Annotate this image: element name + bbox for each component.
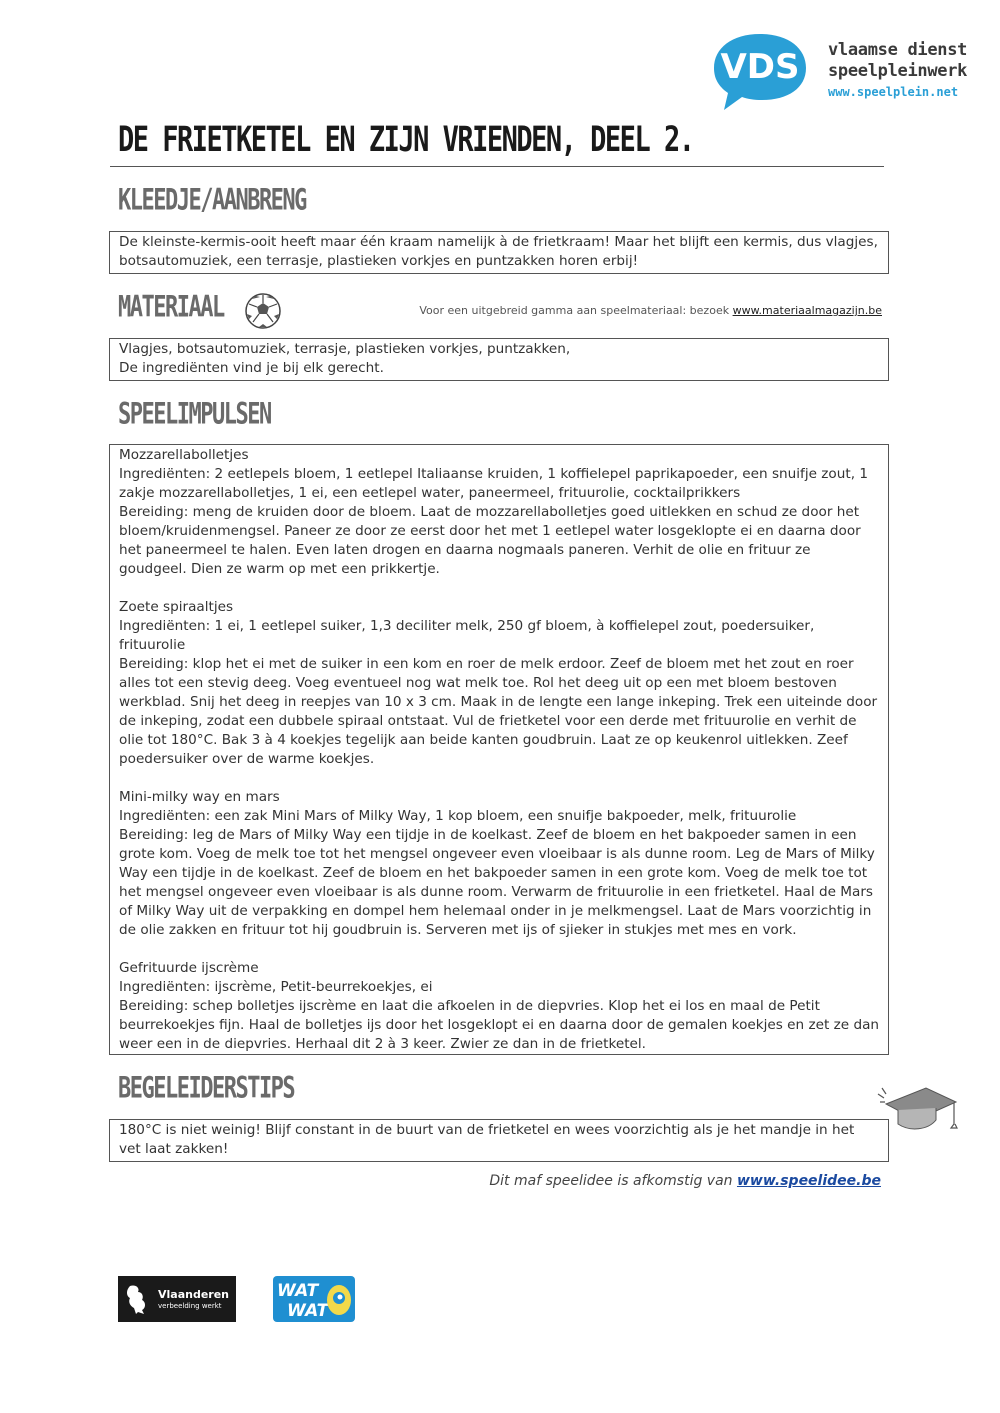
vlaanderen-logo	[118, 1276, 236, 1322]
recipe-name: Mozzarellabolletjes	[119, 447, 249, 463]
recipe-ingredients: Ingrediënten: 2 eetlepels bloem, 1 eetlepel Italiaanse kruiden, 1 koffielepel paprikapoeder, een snuifje zout, 1 zakje mozzarellabolletjes, 1 ei, een eetlepel water, paneermeel, frituurolie, cocktailprikkers	[119, 466, 868, 501]
recipe-preparation: Bereiding: klop het ei met de suiker in een kom en roer de melk erdoor. Zeef de bloem met het zout en roer alles tot een stevig deeg. Voeg eventueel nog wat melk toe. Rol het deeg uit op een met bloem bestoven werkblad. Snij het deeg in reepjes van 10 x 3 cm. Maak in de lengte een lange inkeping. Trek een uiteinde door de inkeping, zodat een dubbele spiraal ontstaat. Vul de frietketel voor een derde met frituurolie en verhit de olie tot 180°C. Bak 3 à 4 koekjes tegelijk aan beide kanten goudbruin. Laat ze op keukenrol uitlekken. Zeef poedersuiker over de warme koekjes.	[119, 656, 878, 767]
recipe-gefrituurde-ijscreme	[119, 959, 879, 1054]
recipe-mini-milky-way	[119, 788, 879, 940]
recipe-ingredients: Ingrediënten: een zak Mini Mars of Milky Way, 1 kop bloem, een snuifje bakpoeder, melk, frituurolie	[119, 808, 797, 824]
begeleiderstips-text: 180°C is niet weinig! Blijf constant in de buurt van de frietketel en wees voorzichtig als je het mandje in het vet laat zakken!	[119, 1122, 855, 1157]
footer-credit	[489, 1173, 881, 1189]
recipe-preparation: Bereiding: meng de kruiden door de bloem. Laat de mozzarellabolletjes goed uitlekken en schud ze door het bloem/kruidenmengsel. Paneer ze door ze eerst door het met 1 eetlepel water losgeklopte ei en daarna door het paneermeel te halen. Even laten drogen en daarna nogmaals paneren. Verhit de olie en frituur ze goudgeel. Dien ze warm op met een prikkertje.	[119, 504, 861, 577]
vlaanderen-slogan: verbeelding werkt	[158, 1302, 222, 1310]
materiaalmagazijn-link[interactable]: www.materiaalmagazijn.be	[732, 304, 882, 317]
recipe-ingredients: Ingrediënten: 1 ei, 1 eetlepel suiker, 1,3 deciliter melk, 250 gf bloem, à koffielepel zout, poedersuiker, frituurolie	[119, 618, 815, 653]
watwat-line1: WAT	[277, 1281, 319, 1301]
heading-kleedje: KLEEDJE/AANBRENG	[118, 184, 306, 218]
kleedje-box	[109, 231, 889, 274]
material-note	[419, 304, 882, 317]
recipe-spacer	[119, 579, 879, 598]
heading-begeleiderstips: BEGELEIDERSTIPS	[118, 1072, 295, 1106]
begeleiderstips-box	[109, 1119, 889, 1162]
recipe-preparation: Bereiding: schep bolletjes ijscrème en laat die afkoelen in de diepvries. Klop het ei los en maal de Petit beurrekoekjes fijn. Haal de bolletjes ijs door het losgeklopt ei en daarna door de gemalen koekjes en zet ze dan weer een in de diepvries. Herhaal dit 2 à 3 keer. Zwier ze dan in de frietketel.	[119, 998, 880, 1052]
lion-icon	[122, 1282, 152, 1316]
materiaal-box	[109, 338, 889, 381]
vds-logo	[710, 30, 970, 120]
vds-bubble-text: VDS	[720, 47, 800, 87]
speelidee-link[interactable]: www.speelidee.be	[736, 1173, 881, 1189]
vlaanderen-name: Vlaanderen	[158, 1288, 230, 1301]
brand-url[interactable]: www.speelplein.net	[828, 85, 959, 99]
recipe-ingredients: Ingrediënten: ijscrème, Petit-beurrekoekjes, ei	[119, 979, 433, 995]
heading-materiaal: MATERIAAL	[118, 291, 224, 325]
vds-logo-text	[828, 40, 967, 103]
heading-speelimpulsen: SPEELIMPULSEN	[118, 398, 271, 432]
recipe-preparation: Bereiding: leg de Mars of Milky Way een tijdje in de koelkast. Zeef de bloem en het bakpoeder samen in een grote kom. Voeg de melk toe tot het mengsel ongeveer even vloeibaar is als dunne room. Leg de Mars of Milky Way een tijdje in de koelkast. Zeef de bloem en het bakpoeder samen in een grote kom. Voeg de melk toe tot het mengsel ongeveer even vloeibaar is als dunne room. Verwarm de frituurolie in een frietketel. Haal de Mars of Milky Way uit de verpakking en dompel hem helemaal onder in je melkmengsel. Laat de Mars voorzichtig in de olie zakken en frituur tot hij goudbruin is. Serveren met ijs of sjieker in stukjes met mes en vork.	[119, 827, 875, 938]
page-title: DE FRIETKETEL EN ZIJN VRIENDEN, DEEL 2.	[118, 120, 694, 161]
materiaal-line2: De ingrediënten vind je bij elk gerecht.	[119, 360, 384, 376]
brand-name-line2: speelpleinwerk	[828, 61, 968, 81]
brand-name-line1: vlaamse dienst	[828, 40, 968, 60]
recipe-name: Gefrituurde ijscrème	[119, 960, 259, 976]
recipe-spacer	[119, 940, 879, 959]
materiaal-line1: Vlagjes, botsautomuziek, terrasje, plastieken vorkjes, puntzakken,	[119, 341, 571, 357]
watwat-logo	[273, 1276, 355, 1322]
vds-speech-bubble-icon	[710, 30, 810, 114]
watwat-line2: WAT	[287, 1301, 329, 1321]
soccer-ball-icon	[244, 292, 282, 330]
kleedje-text: De kleinste-kermis-ooit heeft maar één kraam namelijk à de frietkraam! Maar het blijft een kermis, dus vlagjes, botsautomuziek, een terrasje, plastieken vorkjes en puntzakken horen erbij!	[119, 234, 878, 269]
watwat-mascot-icon	[327, 1285, 351, 1315]
recipe-name: Mini-milky way en mars	[119, 789, 280, 805]
material-note-text: Voor een uitgebreid gamma aan speelmateriaal: bezoek	[419, 304, 733, 317]
recipe-spacer	[119, 769, 879, 788]
recipe-mozzarellabolletjes	[119, 446, 879, 579]
title-divider	[110, 166, 884, 167]
speelimpulsen-box	[109, 444, 889, 1055]
footer-credit-text: Dit maf speelidee is afkomstig van	[489, 1173, 737, 1189]
recipe-zoete-spiraaltjes	[119, 598, 879, 769]
recipe-name: Zoete spiraaltjes	[119, 599, 234, 615]
